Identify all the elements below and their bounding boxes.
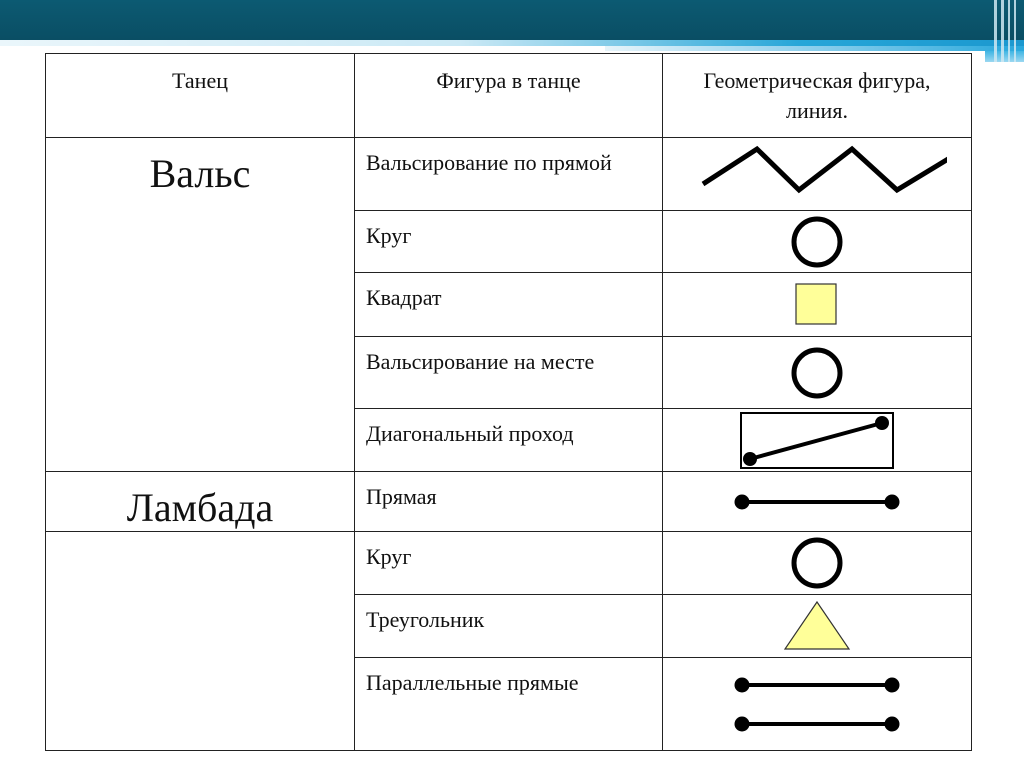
figure-cell: Круг [355, 211, 663, 273]
banner-stripe [605, 46, 1024, 51]
figure-cell: Диагональный проход [355, 409, 663, 472]
dance-cell-lambada: Ламбада [46, 472, 355, 532]
geometry-cell [663, 595, 972, 658]
diagonal-line-icon [737, 410, 897, 470]
table-row [46, 138, 972, 211]
header-geometry: Геометрическая фигура, линия. [663, 54, 972, 138]
header-figure: Фигура в танце [355, 54, 663, 138]
zigzag-line-icon [687, 144, 947, 204]
geometry-cell [663, 472, 972, 532]
geometry-cell [663, 138, 972, 211]
table-row [46, 532, 972, 595]
banner-stripe [985, 51, 1024, 62]
table-row [46, 472, 972, 532]
circle-icon [787, 213, 847, 271]
table-header-row [46, 54, 972, 138]
geometry-cell [663, 337, 972, 409]
banner-stripe [1008, 0, 1010, 62]
figure-cell: Треугольник [355, 595, 663, 658]
figure-cell: Прямая [355, 472, 663, 532]
banner-bar [0, 0, 1024, 40]
circle-icon [787, 343, 847, 403]
figure-cell: Параллельные прямые [355, 658, 663, 751]
figure-cell: Вальсирование на месте [355, 337, 663, 409]
square-icon [793, 282, 841, 328]
geometry-cell [663, 273, 972, 337]
geometry-cell [663, 658, 972, 751]
header-dance: Танец [46, 54, 355, 138]
line-segment-icon [732, 490, 902, 514]
dance-cell-waltz: Вальс [46, 138, 355, 472]
dance-figures-table [45, 53, 972, 751]
banner-stripe [994, 0, 997, 62]
figure-cell: Квадрат [355, 273, 663, 337]
banner-stripe [1014, 0, 1016, 62]
figure-cell: Круг [355, 532, 663, 595]
dance-cell-empty [46, 532, 355, 751]
circle-icon [787, 533, 847, 593]
geometry-cell [663, 532, 972, 595]
parallel-lines-icon [732, 673, 902, 735]
figure-cell: Вальсирование по прямой [355, 138, 663, 211]
geometry-cell [663, 211, 972, 273]
triangle-icon [781, 599, 853, 653]
banner-stripe [1001, 0, 1004, 62]
geometry-cell [663, 409, 972, 472]
